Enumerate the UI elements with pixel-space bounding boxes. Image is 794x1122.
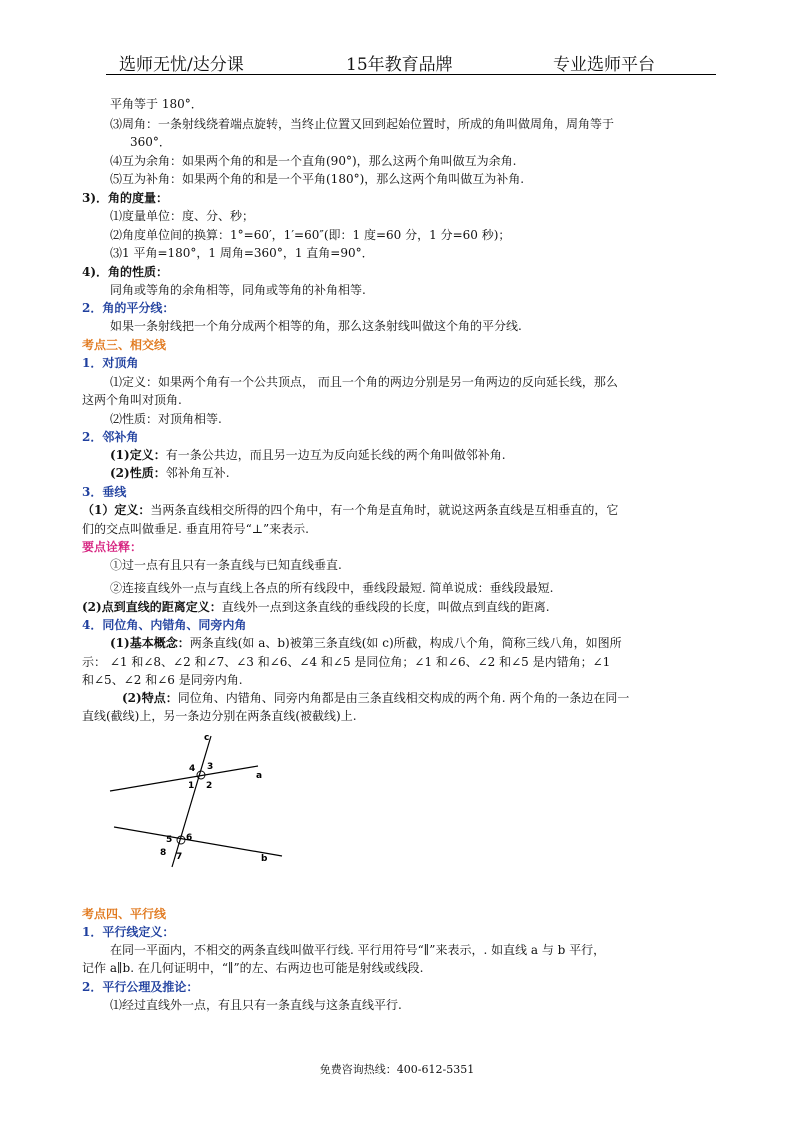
text-line: ⑴经过直线外一点，有且只有一条直线与这条直线平行. — [110, 998, 402, 1012]
text-line: ⑵性质：对顶角相等. — [110, 412, 222, 426]
line-c — [172, 736, 214, 867]
label-bold: (2)点到直线的距离定义： — [82, 600, 222, 614]
text-line: ⑴度量单位：度、分、秒； — [110, 209, 255, 223]
text-line: 和∠5、∠2 和∠6 是同旁内角. — [82, 673, 243, 687]
text-line: 直线(截线)上，另一条边分别在两条直线(被截线)上. — [82, 709, 357, 723]
topic-heading: 考点三、相交线 — [82, 338, 167, 352]
angle-label-3: 3 — [207, 762, 214, 772]
angle-label-7: 7 — [176, 852, 183, 862]
section-heading: 2．邻补角 — [82, 430, 139, 444]
text-span: 直线外一点到这条直线的垂线段的长度，叫做点到直线的距离. — [221, 600, 550, 614]
section-heading: 4．同位角、内错角、同旁内角 — [82, 618, 247, 632]
section-heading: 2．平行公理及推论： — [82, 980, 199, 994]
text-line — [110, 465, 230, 481]
text-line: ⑵角度单位间的换算：1°=60′，1′=60″(即：1 度=60 分，1 分=60 秒)； — [110, 228, 511, 242]
text-line: 360°． — [130, 135, 171, 149]
label-bold: (2)特点： — [122, 691, 178, 705]
label-line-b: b — [261, 854, 268, 864]
text-line: ⑶周角：一条射线绕着端点旋转，当终止位置又回到起始位置时，所成的角叫做周角，周角等于 — [110, 117, 615, 131]
three-lines-eight-angles-figure — [100, 728, 290, 870]
text-line — [110, 635, 622, 651]
line-a — [110, 766, 258, 791]
section-heading: 1．平行线定义： — [82, 925, 175, 939]
text-line: 们的交点叫做垂足. 垂直用符号“⊥”来表示. — [82, 522, 309, 536]
angle-label-8: 8 — [160, 848, 167, 858]
header-rule — [106, 74, 716, 75]
text-line — [82, 599, 550, 615]
angle-label-1: 1 — [188, 781, 195, 791]
text-line: 同角或等角的余角相等，同角或等角的补角相等. — [110, 283, 366, 297]
text-line: 示： ∠1 和∠8、∠2 和∠7、∠3 和∠6、∠4 和∠5 是同位角；∠1 和∠6、∠2 和∠5 是内错角；∠1 — [82, 655, 611, 669]
text-line: ⑸互为补角：如果两个角的和是一个平角(180°)，那么这两个角叫做互为补角. — [110, 172, 525, 186]
section-heading: 1．对顶角 — [82, 356, 139, 370]
section-heading: 4)．角的性质： — [82, 265, 169, 279]
text-line: ⑶1 平角=180°，1 周角=360°，1 直角=90°． — [110, 246, 374, 260]
section-heading: 3．垂线 — [82, 485, 127, 499]
angle-label-6: 6 — [186, 833, 193, 843]
text-line: 如果一条射线把一个角分成两个相等的角，那么这条射线叫做这个角的平分线. — [110, 319, 522, 333]
section-heading: 3)．角的度量： — [82, 191, 169, 205]
footer-hotline: 免费咨询热线：400-612-5351 — [319, 1063, 475, 1076]
angle-label-4: 4 — [189, 764, 196, 774]
line-b — [114, 827, 282, 856]
text-line: 在同一平面内，不相交的两条直线叫做平行线. 平行用符号“∥”来表示，. 如直线 a 与 b 平行， — [110, 943, 606, 957]
text-line: ⑷互为余角：如果两个角的和是一个直角(90°)，那么这两个角叫做互为余角. — [110, 154, 517, 168]
section-heading: 2．角的平分线： — [82, 301, 175, 315]
text-span: 有一条公共边，而且另一边互为反向延长线的两个角叫做邻补角. — [165, 448, 506, 462]
angle-label-5: 5 — [166, 835, 173, 845]
label-bold: (1)定义： — [110, 448, 166, 462]
label-bold: （1）定义： — [82, 503, 151, 517]
text-span: 同位角、内错角、同旁内角都是由三条直线相交构成的两个角. 两个角的一条边在同一 — [177, 691, 630, 705]
text-line — [122, 690, 629, 706]
angle-label-2: 2 — [206, 781, 213, 791]
text-span: 邻补角互补. — [165, 466, 230, 480]
text-line — [110, 447, 506, 463]
text-line: 平角等于 180°． — [110, 97, 203, 111]
header-center: 15年教育品牌 — [346, 55, 453, 75]
text-line: ②连接直线外一点与直线上各点的所有线段中，垂线段最短. 简单说成：垂线段最短. — [110, 581, 554, 595]
label-bold: (1)基本概念： — [110, 636, 190, 650]
text-span: 两条直线(如 a、b)被第三条直线(如 c)所截，构成八个角，简称三线八角，如图所 — [189, 636, 622, 650]
key-note-heading: 要点诠释： — [82, 540, 143, 554]
text-line: ⑴定义：如果两个角有一个公共顶点， 而且一个角的两边分别是另一角两边的反向延长线，那么 — [110, 375, 618, 389]
text-line: ①过一点有且只有一条直线与已知直线垂直. — [110, 558, 342, 572]
header-left: 选师无忧/达分课 — [119, 55, 244, 75]
label-bold: (2)性质： — [110, 466, 166, 480]
label-line-a: a — [256, 771, 263, 781]
header-right: 专业选师平台 — [553, 55, 655, 75]
text-line: 记作 a∥b. 在几何证明中，“∥”的左、右两边也可能是射线或线段. — [82, 961, 424, 975]
label-line-c: c — [204, 733, 210, 743]
text-span: 当两条直线相交所得的四个角中，有一个角是直角时，就说这两条直线是互相垂直的，它 — [150, 503, 619, 517]
text-line — [82, 502, 618, 518]
topic-heading: 考点四、平行线 — [82, 907, 167, 921]
text-line: 这两个角叫对顶角. — [82, 393, 182, 407]
